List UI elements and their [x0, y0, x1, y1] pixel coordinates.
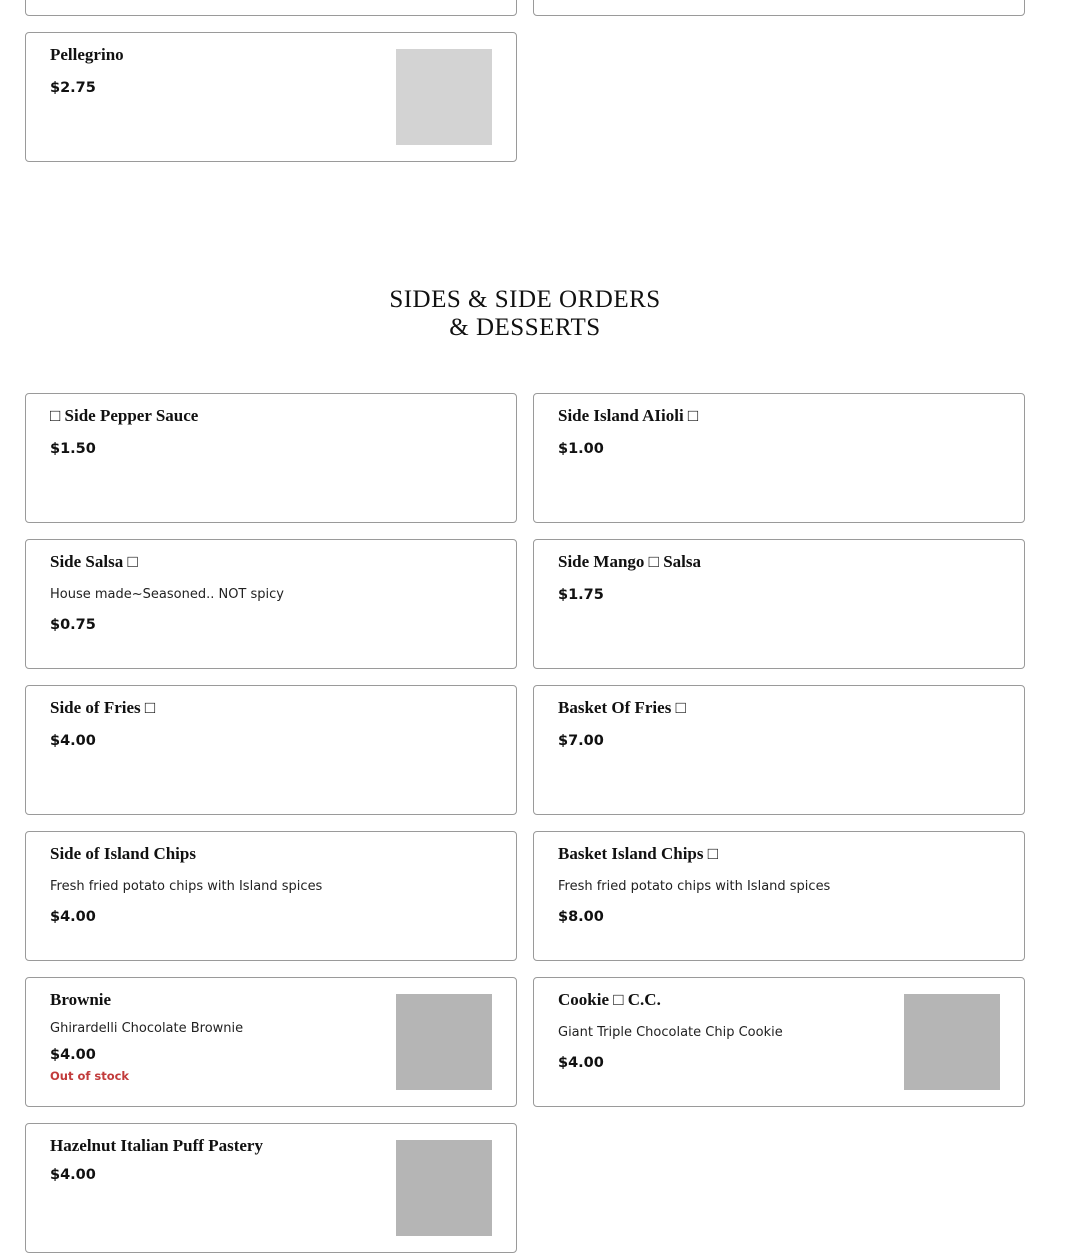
menu-item-side-mango-salsa[interactable] — [533, 539, 1025, 669]
menu-item-side-salsa[interactable] — [25, 539, 517, 669]
item-price: $4.00 — [50, 1047, 96, 1063]
item-price: $1.50 — [50, 441, 96, 457]
item-name: Cookie □ C.C. — [558, 990, 661, 1009]
item-image — [396, 1140, 492, 1236]
item-description: Ghirardelli Chocolate Brownie — [50, 1021, 244, 1036]
menu-item-basket-of-fries[interactable] — [533, 685, 1025, 815]
menu-item-brownie[interactable] — [25, 977, 517, 1107]
section-title-line-1: SIDES & SIDE ORDERS — [389, 286, 661, 313]
menu-item-side-island-aioli[interactable] — [533, 393, 1025, 523]
item-price: $4.00 — [50, 909, 96, 925]
menu-item-side-of-fries[interactable] — [25, 685, 517, 815]
menu-item-cookie[interactable] — [533, 977, 1025, 1107]
menu-item-basket-island-chips[interactable] — [533, 831, 1025, 961]
item-price: $4.00 — [50, 1167, 96, 1183]
item-description: Giant Triple Chocolate Chip Cookie — [558, 1025, 783, 1040]
item-price: $4.00 — [558, 1055, 604, 1071]
menu-item-pellegrino[interactable] — [25, 32, 517, 162]
item-image — [904, 994, 1000, 1090]
item-name: Side of Island Chips — [50, 844, 196, 863]
item-name: Hazelnut Italian Puff Pastery — [50, 1136, 263, 1155]
item-name: Side Salsa □ — [50, 552, 138, 571]
item-name: Pellegrino — [50, 45, 124, 64]
item-price: $1.00 — [558, 441, 604, 457]
item-price: $4.00 — [50, 733, 96, 749]
item-name: Basket Of Fries □ — [558, 698, 686, 717]
menu-item-side-pepper-sauce[interactable] — [25, 393, 517, 523]
section-title-line-2: & DESSERTS — [449, 314, 601, 341]
item-name: Basket Island Chips □ — [558, 844, 719, 863]
item-price: $0.75 — [50, 617, 96, 633]
out-of-stock-label: Out of stock — [50, 1069, 130, 1083]
item-description: House made~Seasoned.. NOT spicy — [50, 587, 284, 602]
item-image — [396, 994, 492, 1090]
item-name: Side of Fries □ — [50, 698, 156, 717]
item-price: $2.75 — [50, 80, 96, 96]
menu-item-card[interactable] — [25, 0, 517, 16]
menu-item-card[interactable] — [533, 0, 1025, 16]
item-description: Fresh fried potato chips with Island spices — [50, 879, 323, 894]
section-title — [0, 286, 1050, 342]
item-price: $1.75 — [558, 587, 604, 603]
item-name: Brownie — [50, 990, 112, 1009]
item-image — [396, 49, 492, 145]
item-name: Side Island AIioli □ — [558, 406, 699, 425]
menu-item-side-island-chips[interactable] — [25, 831, 517, 961]
item-name: □ Side Pepper Sauce — [50, 406, 199, 425]
item-description: Fresh fried potato chips with Island spices — [558, 879, 831, 894]
item-price: $7.00 — [558, 733, 604, 749]
item-name: Side Mango □ Salsa — [558, 552, 701, 571]
item-price: $8.00 — [558, 909, 604, 925]
menu-item-hazelnut-pastry[interactable] — [25, 1123, 517, 1253]
